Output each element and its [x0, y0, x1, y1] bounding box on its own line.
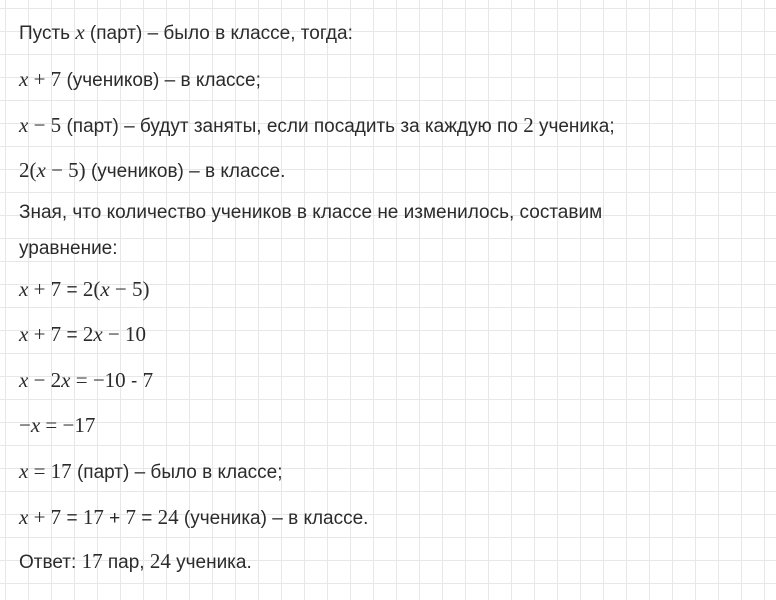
- math-segment: 2: [523, 113, 534, 137]
- math-segment: 7: [125, 505, 136, 529]
- math-segment: − 2: [28, 368, 62, 392]
- math-segment: − 5: [28, 113, 62, 137]
- math-segment: 24: [149, 549, 171, 573]
- math-segment: 7: [142, 368, 154, 392]
- intro-line: [19, 20, 353, 46]
- text-segment: Ответ:: [19, 552, 82, 573]
- math-segment: x: [19, 368, 29, 392]
- text-segment: +: [103, 508, 126, 529]
- math-segment: + 7: [28, 505, 62, 529]
- text-segment: (парт) – будут заняты, если посадить за каждую по: [61, 116, 524, 137]
- math-segment: = −10: [70, 368, 126, 392]
- text-segment: ученика.: [170, 552, 252, 573]
- math-segment: x: [19, 67, 29, 91]
- text-segment: -: [125, 371, 143, 392]
- math-segment: 17: [81, 549, 103, 573]
- text-segment: Пусть: [19, 23, 76, 44]
- occupied-desks-line: [19, 113, 615, 139]
- math-segment: x: [75, 20, 85, 44]
- math-segment: 17: [82, 505, 104, 529]
- text-segment: Зная, что количество учеников в классе не изменилось, составим: [19, 202, 603, 223]
- math-segment: x: [19, 459, 29, 483]
- math-segment: + 7: [28, 322, 62, 346]
- text-segment: пар,: [102, 552, 150, 573]
- equation-step-2: [19, 368, 153, 394]
- math-segment: 24: [157, 505, 179, 529]
- math-segment: x: [36, 158, 46, 182]
- math-segment: x: [30, 413, 41, 437]
- math-segment: − 5): [109, 277, 150, 301]
- math-segment: − 10: [102, 322, 146, 346]
- text-segment: (учеников) – в классе.: [85, 161, 286, 182]
- students-expression-line: [19, 67, 261, 93]
- text-segment: (парт) – было в классе;: [71, 462, 283, 483]
- students-second-expression-line: [19, 158, 285, 184]
- math-segment: 2: [82, 322, 94, 346]
- equation-line: [19, 277, 150, 303]
- equation-step-3: [19, 413, 95, 439]
- math-segment: x: [93, 322, 103, 346]
- math-segment: = −17: [40, 413, 96, 437]
- text-segment: =: [61, 508, 83, 529]
- math-segment: 2(: [82, 277, 101, 301]
- math-segment: = 17: [28, 459, 72, 483]
- text-segment: (парт) – было в классе, тогда:: [84, 23, 353, 44]
- math-segment: x: [100, 277, 110, 301]
- text-segment: =: [135, 508, 158, 529]
- math-segment: − 5): [45, 158, 86, 182]
- text-segment: ученика;: [533, 116, 615, 137]
- text-segment: (ученика) – в классе.: [178, 508, 369, 529]
- math-segment: x: [61, 368, 71, 392]
- answer-line: [19, 549, 252, 575]
- math-segment: −: [19, 413, 31, 437]
- math-segment: x: [19, 505, 29, 529]
- reasoning-line: [19, 201, 602, 225]
- math-segment: x: [19, 113, 29, 137]
- equation-step-1: [19, 322, 146, 348]
- text-segment: уравнение:: [19, 238, 118, 259]
- reasoning-line-continued: [19, 237, 118, 261]
- math-segment: x: [19, 277, 29, 301]
- students-result-line: [19, 505, 368, 531]
- desks-result-line: [19, 459, 283, 485]
- math-segment: x: [19, 322, 29, 346]
- text-segment: =: [61, 325, 83, 346]
- math-segment: + 7: [28, 67, 62, 91]
- text-segment: (учеников) – в классе;: [61, 70, 261, 91]
- math-segment: 2(: [19, 158, 37, 182]
- math-segment: + 7: [28, 277, 62, 301]
- text-segment: =: [61, 280, 83, 301]
